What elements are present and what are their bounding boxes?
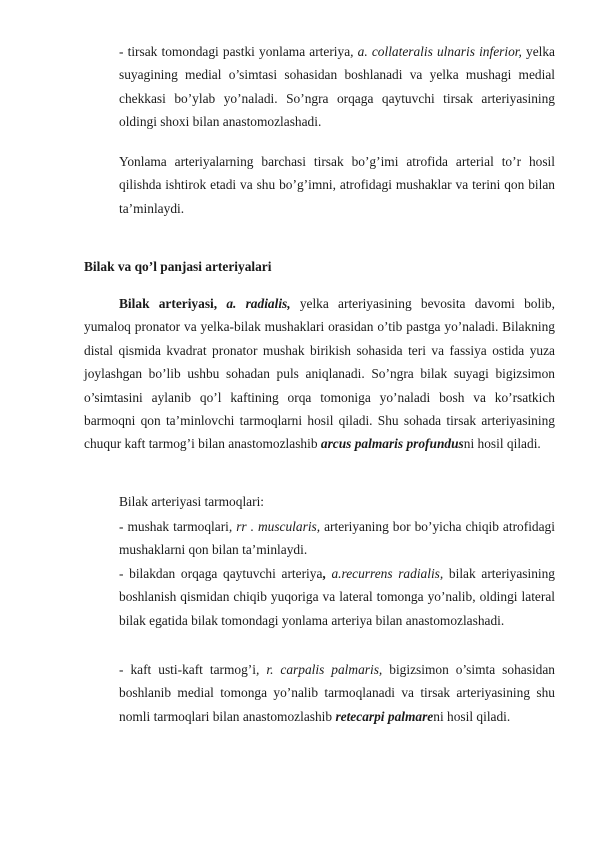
paragraph-collateralis-ulnaris bbox=[119, 40, 555, 134]
paragraph-palmar-carpal bbox=[119, 658, 555, 728]
bold-comma: , bbox=[322, 566, 326, 581]
bold-term: Bilak arteriyasi, bbox=[119, 296, 227, 311]
text-span: bilak arteriyasining boshlanish qismidan chiqib yuqoriga va lateral tomonga yo’nalib, oldingi lateral bilak egatida bilak tomondagi yonlama arteriya bilan anastomozlashadi. bbox=[119, 566, 555, 628]
text-span: - mushak tarmoqlari bbox=[119, 519, 229, 534]
text-span: bigizsimon o’simta sohasidan boshlanib medial tomonga yo’nalib tarmoqlanadi va tirsak arteriyasining shu nomli tarmoqlari bilan anastomozlashib bbox=[119, 662, 555, 724]
section-heading: Bilak va qo’l panjasi arteriyalari bbox=[84, 259, 272, 274]
text-span: arteriyaning bor bo’yicha chiqib atrofidagi mushaklarni qon bilan ta’minlaydi. bbox=[119, 519, 555, 558]
latin-term: , r. carpalis palmaris, bbox=[256, 662, 383, 677]
bold-latin-term: a. radialis, bbox=[226, 296, 291, 311]
paragraph-recurrent-radial bbox=[119, 562, 555, 632]
paragraph-branches-title: Bilak arteriyasi tarmoqlari: bbox=[119, 494, 265, 509]
bold-latin-term: retecarpi palmare bbox=[335, 708, 434, 724]
latin-term: , rr . muscularis, bbox=[228, 519, 321, 534]
text-span: yelka suyagining medial o’simtasi sohasidan boshlanadi va yelka mushagi medial chekkasi bo’ylab yo’naladi. So’ngra orqaga qaytuvchi tirsak arteriyasining oldingi shoxi bilan anastomozlashadi. bbox=[119, 44, 555, 130]
text-span: - kaft usti-kaft tarmog’i bbox=[119, 662, 256, 677]
latin-term: a.recurrens radialis, bbox=[331, 566, 444, 581]
paragraph-arterial-network: Yonlama arteriyalarning barchasi tirsak bo’g’imi atrofida arterial to’r hosil qilishda ishtirok etadi va shu bo’g’imni, atrofidagi mushaklar va terini qon bilan ta’minlaydi. bbox=[119, 154, 555, 216]
text-span: - tirsak tomondagi pastki yonlama arteriya bbox=[119, 44, 351, 59]
text-span: - bilakdan orqaga qaytuvchi arteriya bbox=[119, 566, 323, 581]
text-span: ni hosil qiladi. bbox=[463, 436, 541, 452]
bold-latin-term: arcus palmaris profundus bbox=[320, 436, 464, 452]
paragraph-radial-artery bbox=[84, 292, 555, 456]
paragraph-muscular-branches bbox=[119, 515, 555, 562]
text-span: yelka arteriyasining bevosita davomi bolib, yumaloq pronator va yelka-bilak mushaklari orasidan o’tib pastga yo’naladi. Bilakning distal qismida kvadrat pronator mushak birikish sohasida teri va fassiya ostida yuza joylashgan bo’lib ushbu sohadan puls aniqlanadi. So’ngra bilak suyagi bigizsimon o’simtasini aylanib qo’l kaftining orqa tomoniga yo’naladi bosh va ko’rsatkich barmoqni qon ta’minlovchi tarmoqlarni hosil qiladi. Shu sohada tirsak arteriyasining chuqur kaft tarmog’i bilan anastomozlashib bbox=[84, 296, 555, 452]
latin-term: , a. collateralis ulnaris inferior, bbox=[350, 44, 522, 59]
text-span: ni hosil qiladi. bbox=[433, 708, 511, 724]
